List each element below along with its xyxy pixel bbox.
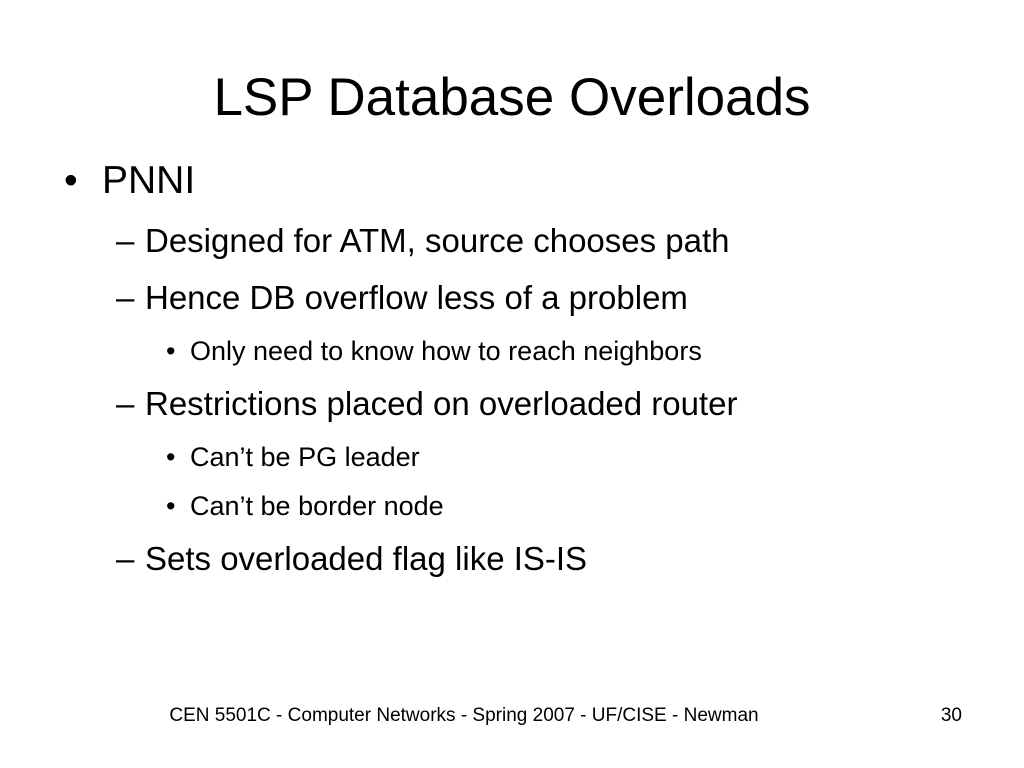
bullet-marker: • — [166, 491, 176, 521]
subitem-text: Restrictions placed on overloaded router — [145, 385, 738, 422]
dash-marker: – — [116, 540, 135, 577]
subsubitem-text: Only need to know how to reach neighbors — [190, 336, 702, 366]
dash-marker: – — [116, 222, 135, 259]
bullet-text: PNNI — [102, 159, 196, 202]
bullet-marker: • — [64, 159, 78, 202]
dash-marker: – — [116, 385, 135, 422]
subitem-text: Designed for ATM, source chooses path — [145, 222, 730, 259]
slide-footer: CEN 5501C - Computer Networks - Spring 2007 - UF/CISE - Newman — [169, 705, 759, 726]
subsubitem-text: Can’t be PG leader — [190, 442, 420, 472]
subsubitem-text: Can’t be border node — [190, 491, 444, 521]
bullet-marker: • — [166, 442, 176, 472]
slide-page-number: 30 — [940, 705, 962, 726]
subitem-text: Sets overloaded flag like IS-IS — [145, 540, 588, 577]
subitem-text: Hence DB overflow less of a problem — [145, 279, 688, 316]
bullet-marker: • — [166, 336, 176, 366]
dash-marker: – — [116, 279, 135, 316]
slide-title: LSP Database Overloads — [213, 68, 811, 127]
